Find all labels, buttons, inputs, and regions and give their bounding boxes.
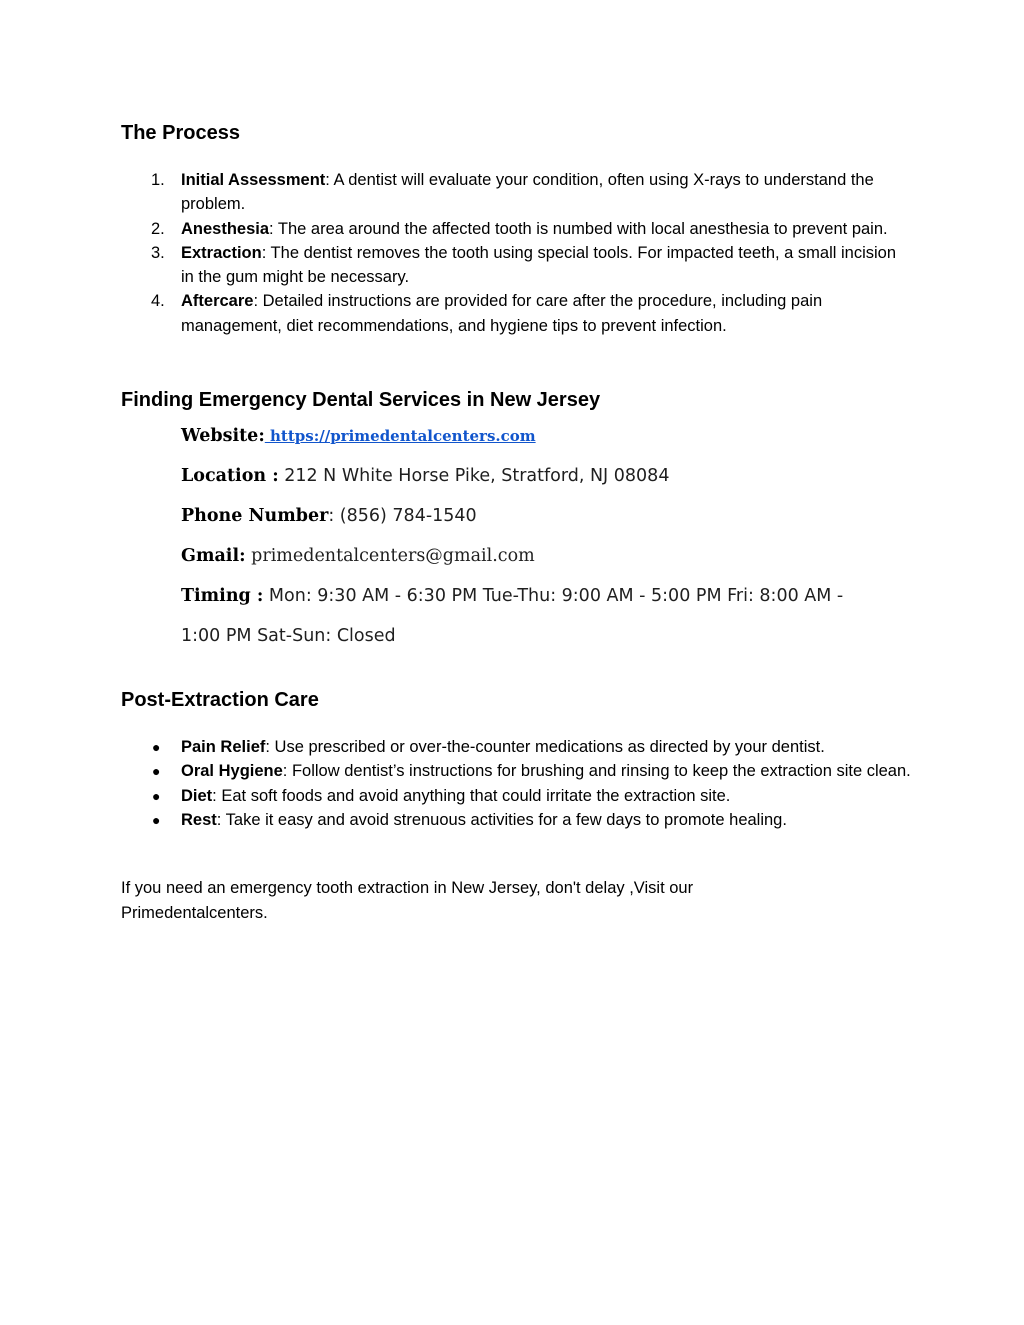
website-row	[181, 424, 536, 448]
list-item	[121, 241, 911, 290]
bullet-icon: ●	[152, 739, 161, 755]
location-label: Location :	[181, 466, 279, 486]
list-item	[121, 808, 911, 832]
timing-row-continued	[181, 624, 396, 648]
timing-row	[181, 584, 843, 608]
step-text: : A dentist will evaluate your condition, often using X-rays to understand the problem.	[181, 171, 874, 214]
care-text: : Eat soft foods and avoid anything that could irritate the extraction site.	[212, 786, 731, 805]
step-text: : Detailed instructions are provided for care after the procedure, including pain management, diet recommendations, and hygiene tips to prevent infection.	[181, 292, 823, 335]
list-number: 2.	[151, 219, 165, 238]
care-text: : Follow dentist’s instructions for brushing and rinsing to keep the extraction site clean.	[282, 762, 911, 781]
bullet-icon: ●	[152, 811, 161, 828]
timing-value-continued: 1:00 PM Sat-Sun: Closed	[181, 626, 396, 646]
care-text: : Take it easy and avoid strenuous activities for a few days to promote healing.	[216, 810, 787, 829]
care-term: Diet	[181, 786, 213, 805]
closing-paragraph: If you need an emergency tooth extraction in New Jersey, don't delay ,Visit our Primedentalcenters.	[121, 879, 694, 922]
services-heading: Finding Emergency Dental Services in New Jersey	[121, 389, 601, 411]
location-value: 212 N White Horse Pike, Stratford, NJ 08084	[278, 466, 670, 486]
gmail-label: Gmail:	[181, 546, 246, 566]
step-term: Initial Assessment	[181, 171, 326, 189]
step-term: Extraction	[181, 243, 262, 262]
gmail-row	[181, 544, 535, 568]
location-row	[181, 464, 669, 488]
care-heading: Post-Extraction Care	[121, 689, 319, 711]
process-heading: The Process	[121, 122, 240, 144]
care-term: Rest	[181, 810, 217, 829]
list-item	[121, 784, 911, 808]
care-term: Oral Hygiene	[181, 762, 283, 781]
gmail-value: primedentalcenters@gmail.com	[245, 546, 535, 566]
list-item	[121, 289, 911, 338]
timing-label: Timing :	[181, 586, 264, 606]
bullet-icon: ●	[152, 787, 161, 804]
website-label: Website:	[181, 426, 265, 446]
list-number: 1.	[151, 171, 165, 189]
list-number: 3.	[151, 243, 165, 262]
step-term: Anesthesia	[181, 219, 270, 238]
list-item	[121, 168, 911, 217]
care-text: : Use prescribed or over-the-counter medications as directed by your dentist.	[265, 738, 825, 756]
process-steps-list	[121, 168, 911, 338]
list-item	[121, 759, 911, 783]
list-number: 4.	[151, 292, 165, 311]
care-list	[121, 735, 911, 832]
list-item	[121, 735, 911, 759]
phone-label: Phone Number	[181, 506, 329, 526]
care-term: Pain Relief	[181, 738, 266, 756]
phone-value: : (856) 784-1540	[328, 506, 477, 526]
bullet-icon: ●	[152, 763, 161, 780]
list-item	[121, 217, 911, 241]
step-text: : The area around the affected tooth is numbed with local anesthesia to prevent pain.	[269, 219, 888, 238]
phone-row	[181, 504, 477, 528]
website-link[interactable]: https://primedentalcenters.com	[264, 427, 536, 445]
timing-value: Mon: 9:30 AM - 6:30 PM Tue-Thu: 9:00 AM - 5:00 PM Fri: 8:00 AM -	[263, 586, 844, 606]
step-term: Aftercare	[181, 292, 254, 311]
step-text: : The dentist removes the tooth using special tools. For impacted teeth, a small incision in the gum might be necessary.	[181, 243, 897, 287]
